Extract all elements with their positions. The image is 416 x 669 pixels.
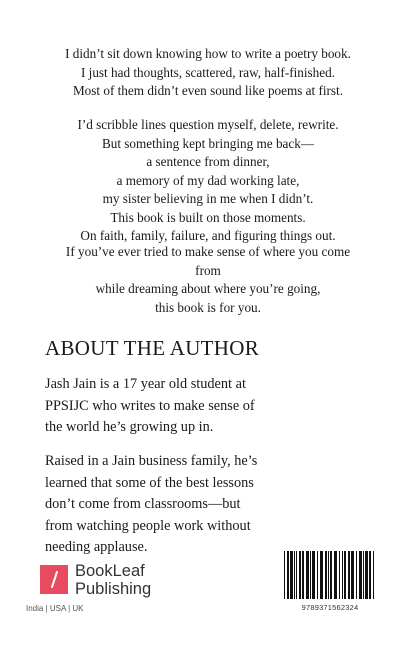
blurb-line: a sentence from dinner,	[146, 154, 270, 169]
bio-line: Jash Jain is a 17 year old student at	[45, 376, 246, 392]
author-bio-paragraph-2	[45, 451, 275, 559]
publisher-name	[75, 562, 151, 598]
bio-line: Raised in a Jain business family, he’s	[45, 453, 258, 469]
bio-line: don’t come from classrooms—but	[45, 496, 241, 512]
bio-line: the world he’s growing up in.	[45, 419, 214, 435]
blurb-line: But something kept bringing me back—	[101, 135, 315, 151]
blurb-line: while dreaming about where you’re going,	[95, 281, 321, 296]
blurb-line: I’d scribble lines question myself, delete, rewrite.	[77, 117, 339, 132]
publisher-name-line-2: Publishing	[75, 580, 152, 598]
bio-line: PPSIJC who writes to make sense of	[45, 397, 255, 414]
publisher-regions: India | USA | UK	[26, 604, 84, 613]
isbn-number: 9789371562324	[301, 603, 359, 612]
blurb-line: this book is for you.	[155, 299, 261, 315]
blurb-line: This book is built on those moments.	[110, 209, 306, 225]
blurb-line: On faith, family, failure, and figuring things out.	[80, 228, 336, 243]
barcode-icon	[283, 551, 377, 599]
publisher-name-line-1: BookLeaf	[75, 562, 145, 580]
blurb-stanza-1	[0, 45, 416, 101]
author-bio-paragraph-1	[45, 374, 275, 439]
blurb-stanza-3	[0, 243, 416, 317]
blurb-line: Most of them didn’t even sound like poems at first.	[72, 83, 344, 98]
slash-leaf-icon	[40, 565, 68, 594]
bio-line: from watching people work without	[45, 517, 251, 534]
blurb-line: from	[195, 262, 221, 278]
bio-line: needing applause.	[45, 539, 148, 555]
blurb-line: my sister believing in me when I didn’t.	[102, 191, 314, 206]
blurb-line: I just had thoughts, scattered, raw, half-finished.	[80, 64, 336, 80]
blurb-line: I didn’t sit down knowing how to write a poetry book.	[65, 46, 351, 61]
about-author-heading: ABOUT THE AUTHOR	[45, 336, 260, 360]
blurb-line: a memory of my dad working late,	[116, 172, 300, 188]
blurb-line: If you’ve ever tried to make sense of where you come	[65, 244, 351, 259]
blurb-stanza-2	[0, 116, 416, 246]
bio-line: learned that some of the best lessons	[45, 474, 254, 491]
